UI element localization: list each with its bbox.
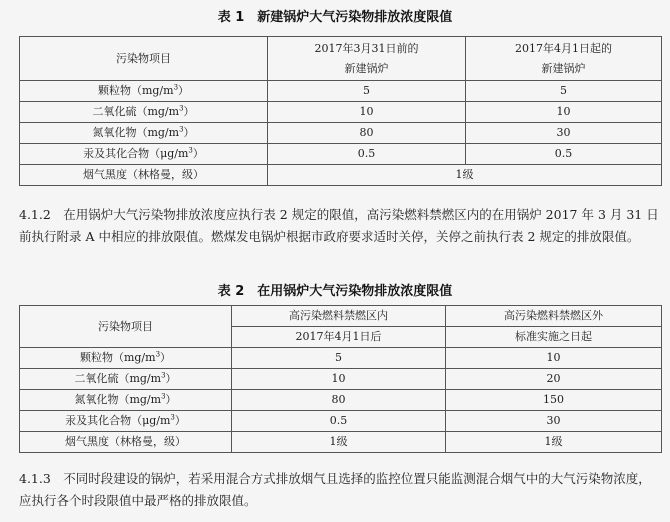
table-row [20,102,662,123]
limit-value: 0.5 [232,411,446,432]
pollutant-name: 氮氧化物$(mg/m^3)$ [20,390,232,411]
limit-value: 80 [232,390,446,411]
limit-value: 1级 [232,432,446,453]
limit-value: 10 [446,348,662,369]
limit-value: 0.5 [268,144,466,165]
pollutant-name: 汞及其化合物$(\mu g/m^3)$ [20,411,232,432]
pollutant-name: 氮氧化物$(mg/m^3)$ [20,123,268,144]
table2-header-row1 [20,306,662,327]
table2-header-col2-line2: 标准实施之日起 [446,327,662,348]
table-row [20,165,662,186]
limit-value: 1级 [446,432,662,453]
table-row [20,369,662,390]
limit-value: 30 [466,123,662,144]
limit-value: 5 [466,81,662,102]
paragraph-4-1-3: 4.1.3 不同时段建设的锅炉，若采用混合方式排放烟气且选择的监控位置只能监测混合烟气中的大气污染物浓度，应执行各个时段限值中最严格的排放限值。 [19,471,651,508]
table1-header-col1-line2: 新建锅炉 [344,61,389,75]
limit-value: 5 [268,81,466,102]
limit-value: 10 [268,102,466,123]
limit-value: 150 [446,390,662,411]
table2-caption: 表 2 在用锅炉大气污染物排放浓度限值 [217,284,453,299]
limit-value: 10 [232,369,446,390]
table2-header-col2-line1: 高污染燃料禁燃区外 [446,306,662,327]
table1-header-col1-line1: 2017年3月31日前的 [314,41,419,55]
table-row [20,432,662,453]
table1-header-row [20,37,662,81]
table1-caption: 表 1 新建锅炉大气污染物排放浓度限值 [217,10,453,25]
pollutant-name: 二氧化硫$(mg/m^3)$ [20,102,268,123]
pollutant-name: 烟气黑度（林格曼，级） [20,165,268,186]
limit-value: 80 [268,123,466,144]
table2-header-item: 污染物项目 [20,306,232,348]
table2 [19,305,662,453]
table1 [19,36,662,186]
limit-value: 30 [446,411,662,432]
table1-header-col2-line2: 新建锅炉 [541,61,586,75]
pollutant-name: 二氧化硫$(mg/m^3)$ [20,369,232,390]
table1-header-col1 [268,37,466,81]
table-row [20,81,662,102]
pollutant-name: 汞及其化合物$(\mu g/m^3)$ [20,144,268,165]
table2-header-col1-line2: 2017年4月1日后 [232,327,446,348]
table1-header-col2 [466,37,662,81]
pollutant-name: 颗粒物$(mg/m^3)$ [20,348,232,369]
table1-header-col2-line1: 2017年4月1日起的 [515,41,612,55]
limit-value: 20 [446,369,662,390]
pollutant-name: 颗粒物$(mg/m^3)$ [20,81,268,102]
limit-value: 5 [232,348,446,369]
table2-header-col1-line1: 高污染燃料禁燃区内 [232,306,446,327]
limit-value: 10 [466,102,662,123]
table-row [20,144,662,165]
table-row [20,390,662,411]
table-row [20,348,662,369]
limit-value: 1级 [268,165,662,186]
paragraph-4-1-2: 4.1.2 在用锅炉大气污染物排放浓度应执行表 2 规定的限值，高污染燃料禁燃区内的在用锅炉 2017 年 3 月 31 日前执行附录 A 中相应的排放限值。燃煤发电锅炉根据市政府要求适时关停，关停之前执行表 2 规定的排放限值。 [19,207,659,244]
table1-header-item: 污染物项目 [20,37,268,81]
limit-value: 0.5 [466,144,662,165]
table-row [20,411,662,432]
pollutant-name: 烟气黑度（林格曼，级） [20,432,232,453]
table-row [20,123,662,144]
